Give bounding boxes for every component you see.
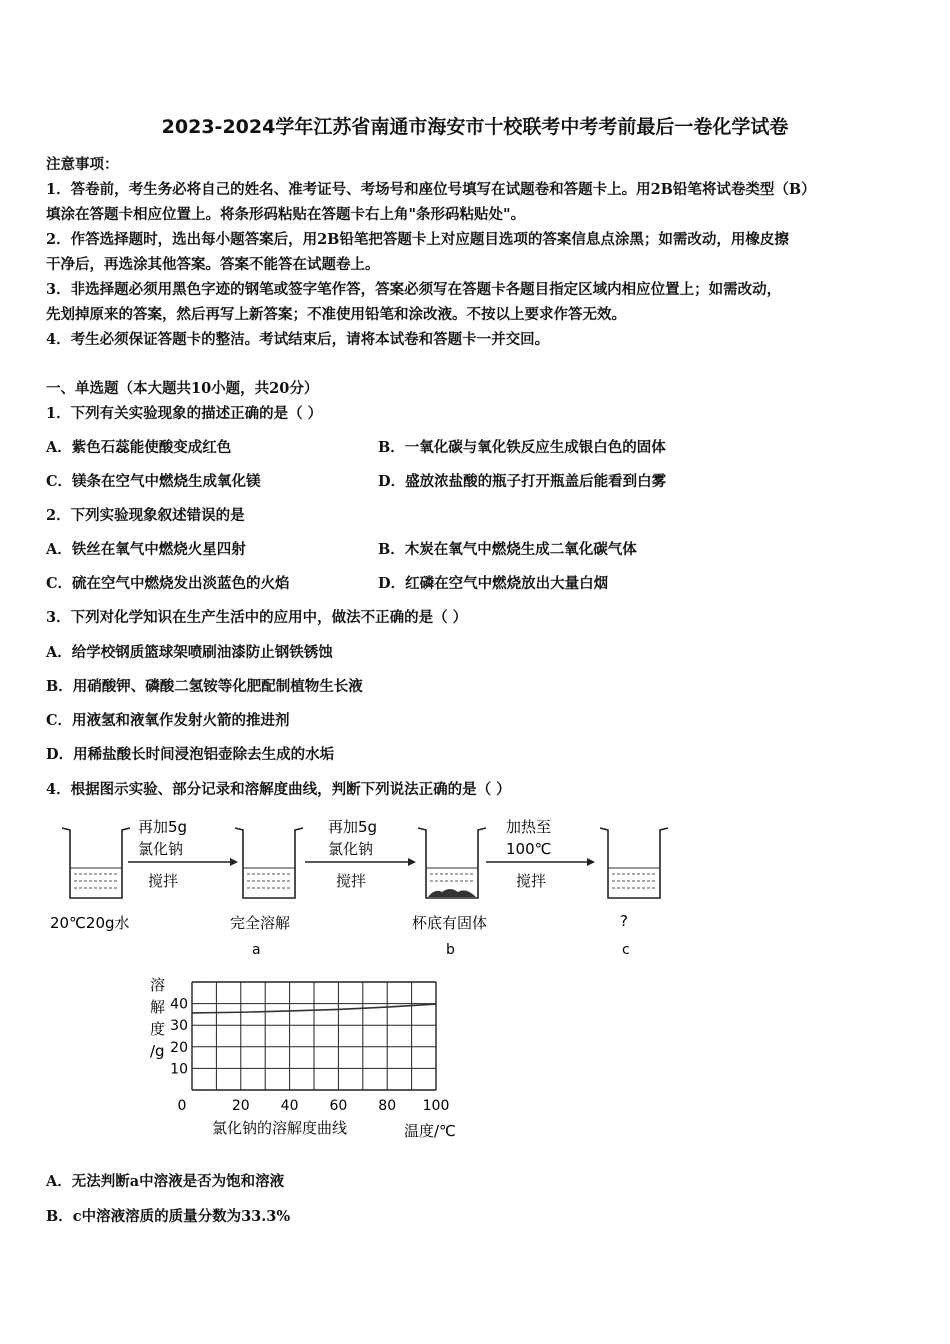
q1-option-b: B．一氧化碳与氧化铁反应生成银白色的固体 bbox=[378, 439, 666, 456]
q4-option-a: A．无法判断a中溶液是否为饱和溶液 bbox=[46, 1173, 285, 1190]
chart-title: 氯化钠的溶解度曲线 bbox=[212, 1119, 348, 1137]
notice-line: 1．答卷前，考生务必将自己的姓名、准考证号、考场号和座位号填写在试题卷和答题卡上。用2B铅笔将试卷类型（B） bbox=[46, 181, 816, 198]
notice-line: 2．作答选择题时，选出每小题答案后，用2B铅笔把答题卡上对应题目选项的答案信息点涂黑；如需改动，用橡皮擦 bbox=[46, 231, 789, 248]
arrow-1-label: 氯化钠 bbox=[138, 840, 184, 858]
x-axis-label: 温度/℃ bbox=[404, 1122, 456, 1140]
notice-line: 先划掉原来的答案，然后再写上新答案；不准使用铅笔和涂改液。不按以上要求作答无效。 bbox=[46, 306, 626, 323]
question-2-stem: 2．下列实验现象叙述错误的是 bbox=[46, 507, 245, 524]
beaker-icon bbox=[235, 828, 303, 898]
section-heading: 一、单选题（本大题共10小题，共20分） bbox=[46, 380, 319, 397]
q2-option-d: D．红磷在空气中燃烧放出大量白烟 bbox=[378, 575, 609, 592]
arrow-3-label: 搅拌 bbox=[516, 872, 547, 890]
q2-option-b: B．木炭在氧气中燃烧生成二氧化碳气体 bbox=[378, 541, 637, 558]
x-tick-label: 80 bbox=[378, 1098, 397, 1114]
beaker-icon bbox=[418, 828, 486, 898]
y-axis-label: 解 bbox=[150, 998, 166, 1016]
y-axis-label: 溶 bbox=[150, 976, 166, 994]
q3-option-c: C．用液氢和液氧作发射火箭的推进剂 bbox=[46, 712, 290, 729]
beaker-b-letter: b bbox=[446, 942, 455, 958]
beaker-b-label: 杯底有固体 bbox=[412, 914, 488, 932]
question-4-stem: 4．根据图示实验、部分记录和溶解度曲线，判断下列说法正确的是（ ） bbox=[46, 781, 511, 798]
beaker-icon bbox=[62, 828, 130, 898]
beaker-c-label: ? bbox=[620, 912, 628, 930]
arrow-2-label: 搅拌 bbox=[336, 872, 367, 890]
y-axis-label: 度 bbox=[150, 1020, 166, 1038]
question-1-stem: 1．下列有关实验现象的描述正确的是（ ） bbox=[46, 405, 323, 422]
x-tick-label: 100 bbox=[422, 1098, 450, 1114]
y-axis-label: /g bbox=[150, 1042, 165, 1060]
q1-option-d: D．盛放浓盐酸的瓶子打开瓶盖后能看到白雾 bbox=[378, 473, 667, 490]
q2-option-c: C．硫在空气中燃烧发出淡蓝色的火焰 bbox=[46, 575, 290, 592]
y-tick-label: 40 bbox=[170, 996, 188, 1013]
beaker-a-letter: a bbox=[252, 942, 261, 958]
q4-option-b: B．c中溶液溶质的质量分数为33.3% bbox=[46, 1208, 291, 1225]
q3-option-a: A．给学校钢质篮球架喷刷油漆防止钢铁锈蚀 bbox=[46, 644, 333, 661]
question-3-stem: 3．下列对化学知识在生产生活中的应用中，做法不正确的是（ ） bbox=[46, 609, 468, 626]
x-tick-label: 0 bbox=[177, 1098, 187, 1114]
beaker-0-label: 20℃20g水 bbox=[50, 914, 130, 932]
solubility-chart bbox=[140, 968, 480, 1148]
beaker-c-letter: c bbox=[622, 942, 630, 958]
beaker-icon bbox=[600, 828, 668, 898]
arrow-3-label: 100℃ bbox=[506, 840, 552, 858]
q1-option-a: A．紫色石蕊能使酸变成红色 bbox=[46, 439, 232, 456]
notice-line: 填涂在答题卡相应位置上。将条形码粘贴在答题卡右上角"条形码粘贴处"。 bbox=[46, 206, 526, 223]
q3-option-d: D．用稀盐酸长时间浸泡铝壶除去生成的水垢 bbox=[46, 746, 335, 763]
notice-line: 4．考生必须保证答题卡的整洁。考试结束后，请将本试卷和答题卡一并交回。 bbox=[46, 331, 550, 348]
arrow-2-label: 再加5g bbox=[328, 818, 378, 836]
notice-line: 3．非选择题必须用黑色字迹的钢笔或签字笔作答，答案必须写在答题卡各题目指定区域内相应位置上；如需改动， bbox=[46, 281, 782, 298]
y-tick-label: 20 bbox=[170, 1039, 188, 1056]
beaker-a-label: 完全溶解 bbox=[230, 914, 291, 932]
experiment-diagram bbox=[40, 808, 700, 968]
q1-option-c: C．镁条在空气中燃烧生成氧化镁 bbox=[46, 473, 261, 490]
x-tick-label: 60 bbox=[329, 1098, 348, 1114]
notice-heading: 注意事项： bbox=[46, 156, 119, 173]
page-title: 2023-2024学年江苏省南通市海安市十校联考中考考前最后一卷化学试卷 bbox=[161, 116, 789, 138]
arrow-2-label: 氯化钠 bbox=[328, 840, 374, 858]
notice-line: 干净后，再选涂其他答案。答案不能答在试题卷上。 bbox=[46, 256, 380, 273]
arrow-1-label: 搅拌 bbox=[148, 872, 179, 890]
q2-option-a: A．铁丝在氧气中燃烧火星四射 bbox=[46, 541, 246, 558]
y-tick-label: 10 bbox=[170, 1061, 188, 1078]
x-tick-label: 20 bbox=[231, 1098, 250, 1114]
x-tick-label: 40 bbox=[280, 1098, 299, 1114]
q3-option-b: B．用硝酸钾、磷酸二氢铵等化肥配制植物生长液 bbox=[46, 678, 363, 695]
arrow-3-label: 加热至 bbox=[506, 818, 552, 836]
arrow-1-label: 再加5g bbox=[138, 818, 188, 836]
y-tick-label: 30 bbox=[170, 1018, 188, 1035]
